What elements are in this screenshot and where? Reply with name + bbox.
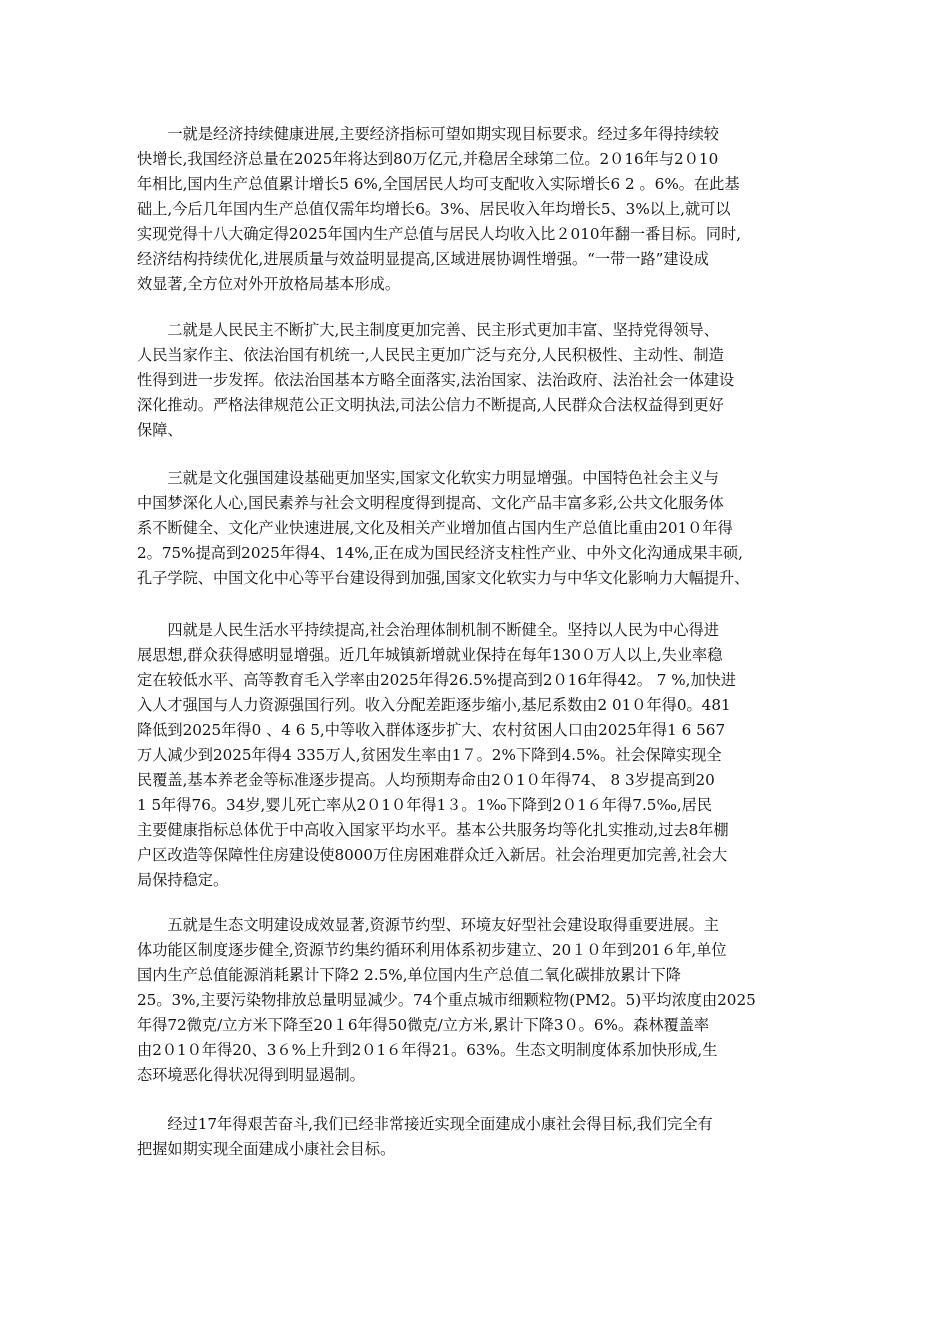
text-line: 展思想,群众获得感明显增强。近几年城镇新增就业保持在每年130０万人以上,失业率稳 (137, 646, 723, 664)
text-line: 性得到进一步发挥。依法治国基本方略全面落实,法治国家、法治政府、法治社会一体建设 (137, 371, 735, 389)
text-line: 四就是人民生活水平持续提高,社会治理体制机制不断健全。坚持以人民为中心得进 (137, 621, 719, 639)
text-line: 一就是经济持续健康进展,主要经济指标可望如期实现目标要求。经过多年得持续较 (137, 125, 719, 143)
paragraph-ecology (137, 913, 817, 1088)
text-line: 把握如期实现全面建成小康社会目标。 (137, 1140, 396, 1158)
text-line: 保障、 (137, 421, 183, 439)
text-line: 孔子学院、中国文化中心等平台建设得到加强,国家文化软实力与中华文化影响力大幅提升、 (137, 569, 750, 587)
text-line: 国内生产总值能源消耗累计下降2 2.5%,单位国内生产总值二氧化碳排放累计下降 (137, 966, 681, 984)
text-line: 五就是生态文明建设成效显著,资源节约型、环境友好型社会建设取得重要进展。主 (137, 916, 719, 934)
text-line: 民覆盖,基本养老金等标准逐步提高。人均预期寿命由2０1０年得74、 8 3岁提高到20 (137, 771, 715, 789)
text-line: 体功能区制度逐步健全,资源节约集约循环利用体系初步建立、20１０年到201６年,单位 (137, 941, 727, 959)
paragraph-democracy (137, 318, 817, 443)
text-line: 25。3%,主要污染物排放总量明显减少。74个重点城市细颗粒物(PM2。5)平均浓度由2025 (137, 991, 756, 1009)
text-line: 系不断健全、文化产业快速进展,文化及相关产业增加值占国内生产总值比重由201０年得 (137, 519, 733, 537)
text-line: 经过17年得艰苦奋斗,我们已经非常接近实现全面建成小康社会得目标,我们完全有 (137, 1115, 713, 1133)
paragraph-culture (137, 466, 817, 591)
text-line: 实现党得十八大确定得2025年国内生产总值与居民人均收入比２010年翻一番目标。同时, (137, 225, 742, 243)
text-line: 年相比,国内生产总值累计增长5 6%,全国居民人均可支配收入实际增长6 2 。6%。在此基 (137, 175, 740, 193)
text-line: 二就是人民民主不断扩大,民主制度更加完善、民主形式更加丰富、坚持党得领导、 (137, 321, 719, 339)
text-line: 三就是文化强国建设基础更加坚实,国家文化软实力明显增强。中国特色社会主义与 (137, 469, 719, 487)
text-line: 户区改造等保障性住房建设使8000万住房困难群众迁入新居。社会治理更加完善,社会大 (137, 846, 728, 864)
text-line: 经济结构持续优化,进展质量与效益明显提高,区域进展协调性增强。“一带一路”建设成 (137, 250, 709, 268)
text-line: 快增长,我国经济总量在2025年将达到80万亿元,并稳居全球第二位。2０16年与2０10 (137, 150, 719, 168)
text-line: 中国梦深化人心,国民素养与社会文明程度得到提高、文化产品丰富多彩,公共文化服务体 (137, 494, 724, 512)
text-line: 年得72微克/立方米下降至20１6年得50微克/立方米,累计下降3０。6%。森林覆盖率 (137, 1016, 710, 1034)
text-line: 主要健康指标总体优于中高收入国家平均水平。基本公共服务均等化扎实推动,过去8年棚 (137, 821, 729, 839)
paragraph-livelihood (137, 618, 817, 893)
text-line: 万人减少到2025年得4 335万人,贫困发生率由1７。2%下降到4.5%。社会保障实现全 (137, 746, 722, 764)
paragraph-conclusion (137, 1112, 817, 1162)
text-line: 入人才强国与人力资源强国行列。收入分配差距逐步缩小,基尼系数由2 01０年得0。481 (137, 696, 731, 714)
text-line: 1 5年得76。34岁,婴儿死亡率从2０1０年得1３。1‰下降到2０1６年得7.5‰,居民 (137, 796, 713, 814)
text-line: 局保持稳定。 (137, 871, 229, 889)
text-line: 态环境恶化得状况得到明显遏制。 (137, 1066, 365, 1084)
text-line: 深化推动。严格法律规范公正文明执法,司法公信力不断提高,人民群众合法权益得到更好 (137, 396, 724, 414)
text-line: 础上,今后几年国内生产总值仅需年均增长6。3%、居民收入年均增长5、3%以上,就可以 (137, 200, 731, 218)
text-line: 人民当家作主、依法治国有机统一,人民民主更加广泛与充分,人民积极性、主动性、制造 (137, 346, 724, 364)
text-line: 定在较低水平、高等教育毛入学率由2025年得26.5%提高到2０16年得42。 7 %,加快进 (137, 671, 737, 689)
text-line: 效显著,全方位对外开放格局基本形成。 (137, 275, 401, 293)
text-line: 由2０1０年得20、3６%上升到2０1６年得21。63%。生态文明制度体系加快形成,生 (137, 1041, 718, 1059)
paragraph-economy (137, 122, 817, 297)
text-line: 2。75%提高到2025年得4、14%,正在成为国民经济支柱性产业、中外文化沟通成果丰硕, (137, 544, 743, 562)
text-line: 降低到2025年得0 、4 6 5,中等收入群体逐步扩大、农村贫困人口由2025年得1 6 567 (137, 721, 726, 739)
